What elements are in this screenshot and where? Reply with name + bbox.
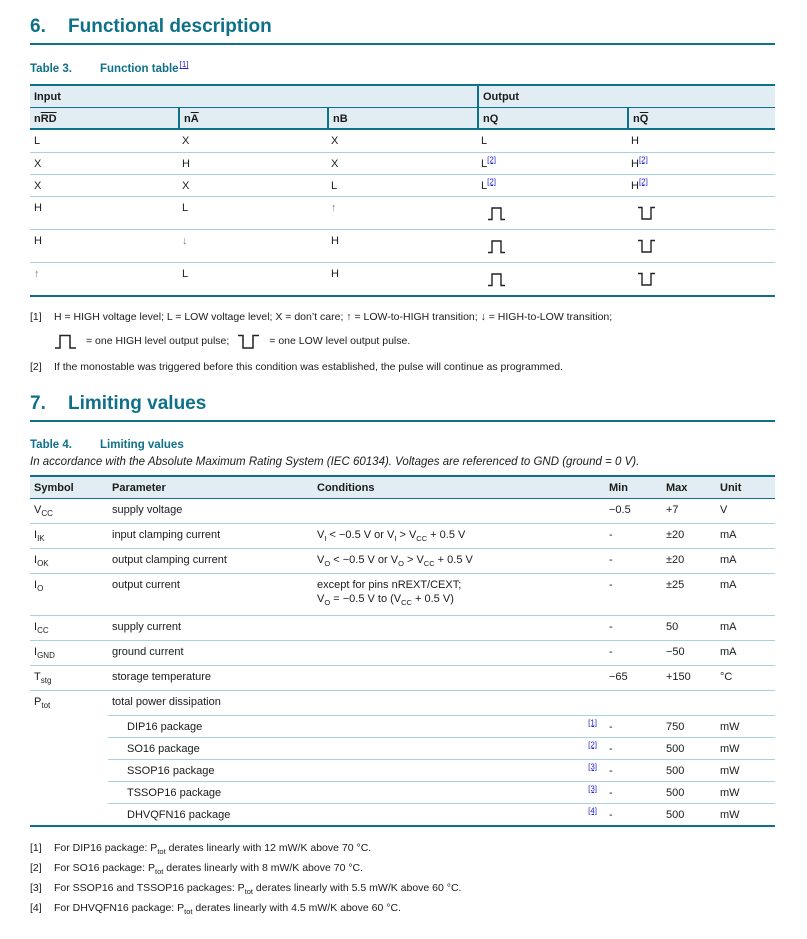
cell-min: -: [605, 737, 662, 759]
cell-parameter: storage temperature: [108, 665, 313, 690]
cell-min: -: [605, 803, 662, 825]
cell-parameter: DHVQFN16 package: [108, 803, 313, 825]
footnote: [30, 901, 775, 915]
cell-symbol: $V_{CC}$: [34, 504, 53, 518]
cell-nqb: H[2]: [631, 177, 648, 192]
col-header-nq: nQ: [477, 108, 627, 128]
cell-symbol: [30, 803, 108, 825]
section-heading-6: [30, 16, 775, 38]
cell-nqb: H[2]: [631, 155, 648, 170]
section-heading-7: [30, 393, 775, 415]
cell-min: −65: [605, 665, 662, 690]
cell-symbol: $I_O$: [30, 573, 108, 615]
col-header-parameter: Parameter: [112, 482, 166, 494]
table-row: [30, 196, 775, 229]
footnote-text: For SO16 package: $P_{tot}$ derates linearly with 8 mW/K above 70 °C.: [54, 862, 364, 877]
high-pulse-icon: [54, 333, 78, 350]
low-pulse-icon: [637, 239, 657, 254]
cell-unit: mA: [716, 640, 775, 665]
cell-nrd: H: [34, 235, 42, 247]
footnote-ref-link[interactable]: [2]: [638, 177, 648, 187]
footnote-marker: [3]: [30, 882, 42, 894]
table-row: [30, 229, 775, 262]
cell-unit: mW: [716, 715, 775, 737]
cell-symbol: $P_{tot}$: [30, 690, 108, 715]
cell-symbol: [30, 737, 108, 759]
cell-max: +7: [666, 504, 679, 516]
table-title: Function table[1]: [100, 60, 189, 75]
cell-nq: [477, 230, 627, 262]
cell-nb: X: [331, 158, 339, 170]
section-number: 6.: [30, 16, 46, 37]
cell-conditions: [313, 737, 605, 759]
cell-na: ↓: [182, 235, 188, 247]
footnote-text: For DIP16 package: $P_{tot}$ derates linearly with 12 mW/K above 70 °C.: [54, 842, 372, 857]
column-header-row: [30, 108, 775, 130]
footnote-text: H = HIGH voltage level; L = LOW voltage level; X = don’t care; ↑ = LOW-to-HIGH transition; ↓ = HIGH-to-LOW transition;: [54, 311, 613, 323]
low-pulse-icon: [637, 206, 657, 221]
footnote: [30, 841, 775, 855]
cell-na: L: [182, 268, 189, 280]
footnote: [30, 861, 775, 875]
table4-footnotes: [30, 841, 775, 915]
cell-parameter: SO16 package: [108, 737, 313, 759]
cell-unit: mA: [716, 615, 775, 640]
footnote-text: If the monostable was triggered before this condition was established, the pulse will continue as programmed.: [54, 361, 563, 373]
cell-parameter: DIP16 package: [108, 715, 313, 737]
cell-min: -: [605, 548, 662, 573]
table-row: [30, 174, 775, 196]
condition-line: except for pins nREXT/CEXT;: [317, 579, 462, 591]
section-title: Limiting values: [68, 393, 207, 414]
table-row: [30, 548, 775, 573]
cell-nq: [477, 197, 627, 229]
cell-unit: [716, 690, 775, 715]
table-row: [30, 262, 775, 295]
pulse-legend: [54, 330, 775, 352]
col-header-min: Min: [609, 482, 628, 494]
cell-min: -: [605, 781, 662, 803]
legend-high-text: = one HIGH level output pulse;: [86, 335, 230, 347]
cell-conditions: $V_I < -0.5$ V or $V_I > V_{CC} + 0.5$ V: [313, 523, 605, 548]
footnote-ref-link[interactable]: [4]: [588, 806, 597, 816]
cell-unit: mW: [716, 781, 775, 803]
cell-max: 500: [662, 781, 716, 803]
table4-caption: [30, 438, 775, 453]
cell-min: -: [605, 573, 662, 615]
cell-nqb: H: [631, 135, 639, 147]
cell-nrd: H: [34, 202, 42, 214]
footnote-ref-link[interactable]: [2]: [487, 155, 497, 165]
cell-conditions: $V_O < -0.5$ V or $V_O > V_{CC} + 0.5$ V: [313, 548, 605, 573]
col-header-conditions: Conditions: [317, 482, 375, 494]
cell-conditions: [313, 665, 605, 690]
cell-parameter: total power dissipation: [108, 690, 313, 715]
cell-min: -: [605, 523, 662, 548]
cell-max: 750: [662, 715, 716, 737]
legend-low-text: = one LOW level output pulse.: [269, 335, 411, 347]
col-header-max: Max: [666, 482, 688, 494]
column-header-row: [30, 477, 775, 499]
low-pulse-icon: [237, 333, 261, 350]
footnote-ref-link[interactable]: [2]: [588, 740, 597, 750]
cell-nb: H: [331, 268, 339, 280]
table-label: Table 4.: [30, 439, 72, 451]
cell-max: [662, 690, 716, 715]
cell-parameter: output current: [108, 573, 313, 615]
cell-parameter: TSSOP16 package: [108, 781, 313, 803]
table3-caption: [30, 62, 775, 77]
col-header-unit: Unit: [720, 482, 742, 494]
cell-max: 500: [662, 737, 716, 759]
table-row: [30, 499, 775, 523]
cell-unit: mA: [716, 523, 775, 548]
col-header-nqb: $n\overline{Q}$: [627, 108, 775, 128]
cell-nb: L: [331, 180, 338, 192]
cell-na: H: [182, 158, 190, 170]
col-header-na: $n\overline{A}$: [178, 108, 327, 128]
cell-nrd: X: [34, 158, 42, 170]
cell-unit: mW: [716, 759, 775, 781]
cell-symbol: [30, 781, 108, 803]
cell-symbol: $I_{CC}$: [30, 615, 108, 640]
footnote-ref-link[interactable]: [2]: [487, 177, 497, 187]
cell-max: ±20: [662, 548, 716, 573]
high-pulse-icon: [487, 272, 507, 287]
cell-nrd: X: [34, 180, 42, 192]
cell-conditions: [313, 573, 605, 615]
cell-unit: mA: [716, 573, 775, 615]
condition-line: $V_O = -0.5$ V to ($V_{CC} + 0.5$ V): [317, 593, 454, 608]
footnote-ref-link[interactable]: [3]: [588, 784, 597, 794]
cell-conditions: [313, 640, 605, 665]
cell-nq: [477, 263, 627, 295]
cell-max: +150: [662, 665, 716, 690]
cell-nqb: [627, 230, 775, 262]
footnote-marker: [1]: [30, 842, 42, 854]
footnote-ref-link[interactable]: [3]: [588, 762, 597, 772]
table-row: [30, 715, 775, 737]
section-number: 7.: [30, 393, 46, 414]
table-title: Limiting values: [100, 439, 184, 451]
cell-parameter: SSOP16 package: [108, 759, 313, 781]
cell-parameter: output clamping current: [108, 548, 313, 573]
table-row: [30, 640, 775, 665]
cell-conditions: [313, 715, 605, 737]
table4-subtitle: In accordance with the Absolute Maximum Rating System (IEC 60134). Voltages are referenced to GND (ground = 0 V).: [30, 456, 640, 468]
input-group-header: Input: [34, 91, 61, 103]
cell-symbol: [30, 759, 108, 781]
cell-unit: mW: [716, 737, 775, 759]
footnote-marker: [2]: [30, 862, 42, 874]
table3-footnotes: [30, 310, 775, 374]
cell-symbol: [30, 715, 108, 737]
footnote-ref-link[interactable]: [2]: [638, 155, 648, 165]
group-header-row: [30, 86, 775, 108]
col-header-nb: nB: [327, 108, 477, 128]
cell-min: -: [605, 640, 662, 665]
table-row: [30, 781, 775, 803]
high-pulse-icon: [487, 239, 507, 254]
cell-nrd: ↑: [34, 268, 40, 280]
low-pulse-icon: [637, 272, 657, 287]
cell-parameter: input clamping current: [108, 523, 313, 548]
cell-min: −0.5: [609, 504, 631, 516]
table-row: [30, 803, 775, 825]
function-table: [30, 84, 775, 297]
table-row: [30, 523, 775, 548]
cell-nb: ↑: [331, 202, 337, 214]
cell-max: 500: [662, 759, 716, 781]
heading-rule: [30, 43, 775, 45]
cell-unit: mA: [716, 548, 775, 573]
table-row: [30, 615, 775, 640]
footnote-ref-link[interactable]: [1]: [588, 718, 597, 728]
cell-max: ±20: [662, 523, 716, 548]
cell-max: 50: [662, 615, 716, 640]
cell-max: 500: [662, 803, 716, 825]
cell-unit: °C: [716, 665, 775, 690]
cell-max: −50: [662, 640, 716, 665]
cell-symbol: $T_{stg}$: [30, 665, 108, 690]
footnote: [30, 881, 775, 895]
table-row: [30, 573, 775, 615]
cell-min: [605, 690, 662, 715]
cell-symbol: $I_{GND}$: [30, 640, 108, 665]
heading-rule: [30, 420, 775, 422]
cell-conditions: [313, 803, 605, 825]
cell-symbol: $I_{IK}$: [30, 523, 108, 548]
table-row: [30, 690, 775, 715]
cell-nqb: [627, 197, 775, 229]
footnote-marker: [2]: [30, 361, 42, 373]
cell-symbol: $I_{OK}$: [30, 548, 108, 573]
cell-parameter: ground current: [108, 640, 313, 665]
footnote-marker: [1]: [30, 311, 42, 323]
col-header-nrd: $n\overline{RD}$: [34, 113, 57, 125]
cell-nb: H: [331, 235, 339, 247]
section-title: Functional description: [68, 16, 272, 37]
cell-min: -: [605, 615, 662, 640]
cell-conditions: [313, 499, 605, 523]
footnote: [30, 360, 775, 374]
footnote: [30, 310, 775, 324]
cell-max: ±25: [662, 573, 716, 615]
table-label: Table 3.: [30, 63, 72, 75]
cell-parameter: supply current: [108, 615, 313, 640]
cell-nb: X: [331, 135, 339, 147]
cell-parameter: supply voltage: [112, 504, 183, 516]
cell-na: L: [182, 202, 189, 214]
table-row: [30, 130, 775, 152]
cell-conditions: [313, 781, 605, 803]
table-row: [30, 152, 775, 174]
cell-nq: L[2]: [481, 177, 497, 192]
footnote-marker: [4]: [30, 902, 42, 914]
cell-nq: L[2]: [481, 155, 497, 170]
output-group-header: Output: [477, 86, 775, 107]
table-row: [30, 737, 775, 759]
cell-conditions: [313, 759, 605, 781]
cell-unit: mW: [716, 803, 775, 825]
cell-conditions: [313, 690, 605, 715]
cell-nq: L: [481, 135, 488, 147]
footnote-ref-link[interactable]: [1]: [179, 60, 189, 70]
cell-min: -: [605, 759, 662, 781]
cell-na: X: [182, 135, 190, 147]
high-pulse-icon: [487, 206, 507, 221]
cell-conditions: [313, 615, 605, 640]
cell-nrd: L: [34, 135, 41, 147]
datasheet-page: [0, 16, 807, 939]
cell-unit: V: [720, 504, 728, 516]
limiting-values-table: [30, 475, 775, 827]
cell-min: -: [605, 715, 662, 737]
cell-nqb: [627, 263, 775, 295]
table-row: [30, 759, 775, 781]
footnote-text: For DHVQFN16 package: $P_{tot}$ derates linearly with 4.5 mW/K above 60 °C.: [54, 902, 401, 917]
table-row: [30, 665, 775, 690]
col-header-symbol: Symbol: [34, 482, 74, 494]
cell-na: X: [182, 180, 190, 192]
footnote-text: For SSOP16 and TSSOP16 packages: $P_{tot}$ derates linearly with 5.5 mW/K above 60 °C.: [54, 882, 462, 897]
